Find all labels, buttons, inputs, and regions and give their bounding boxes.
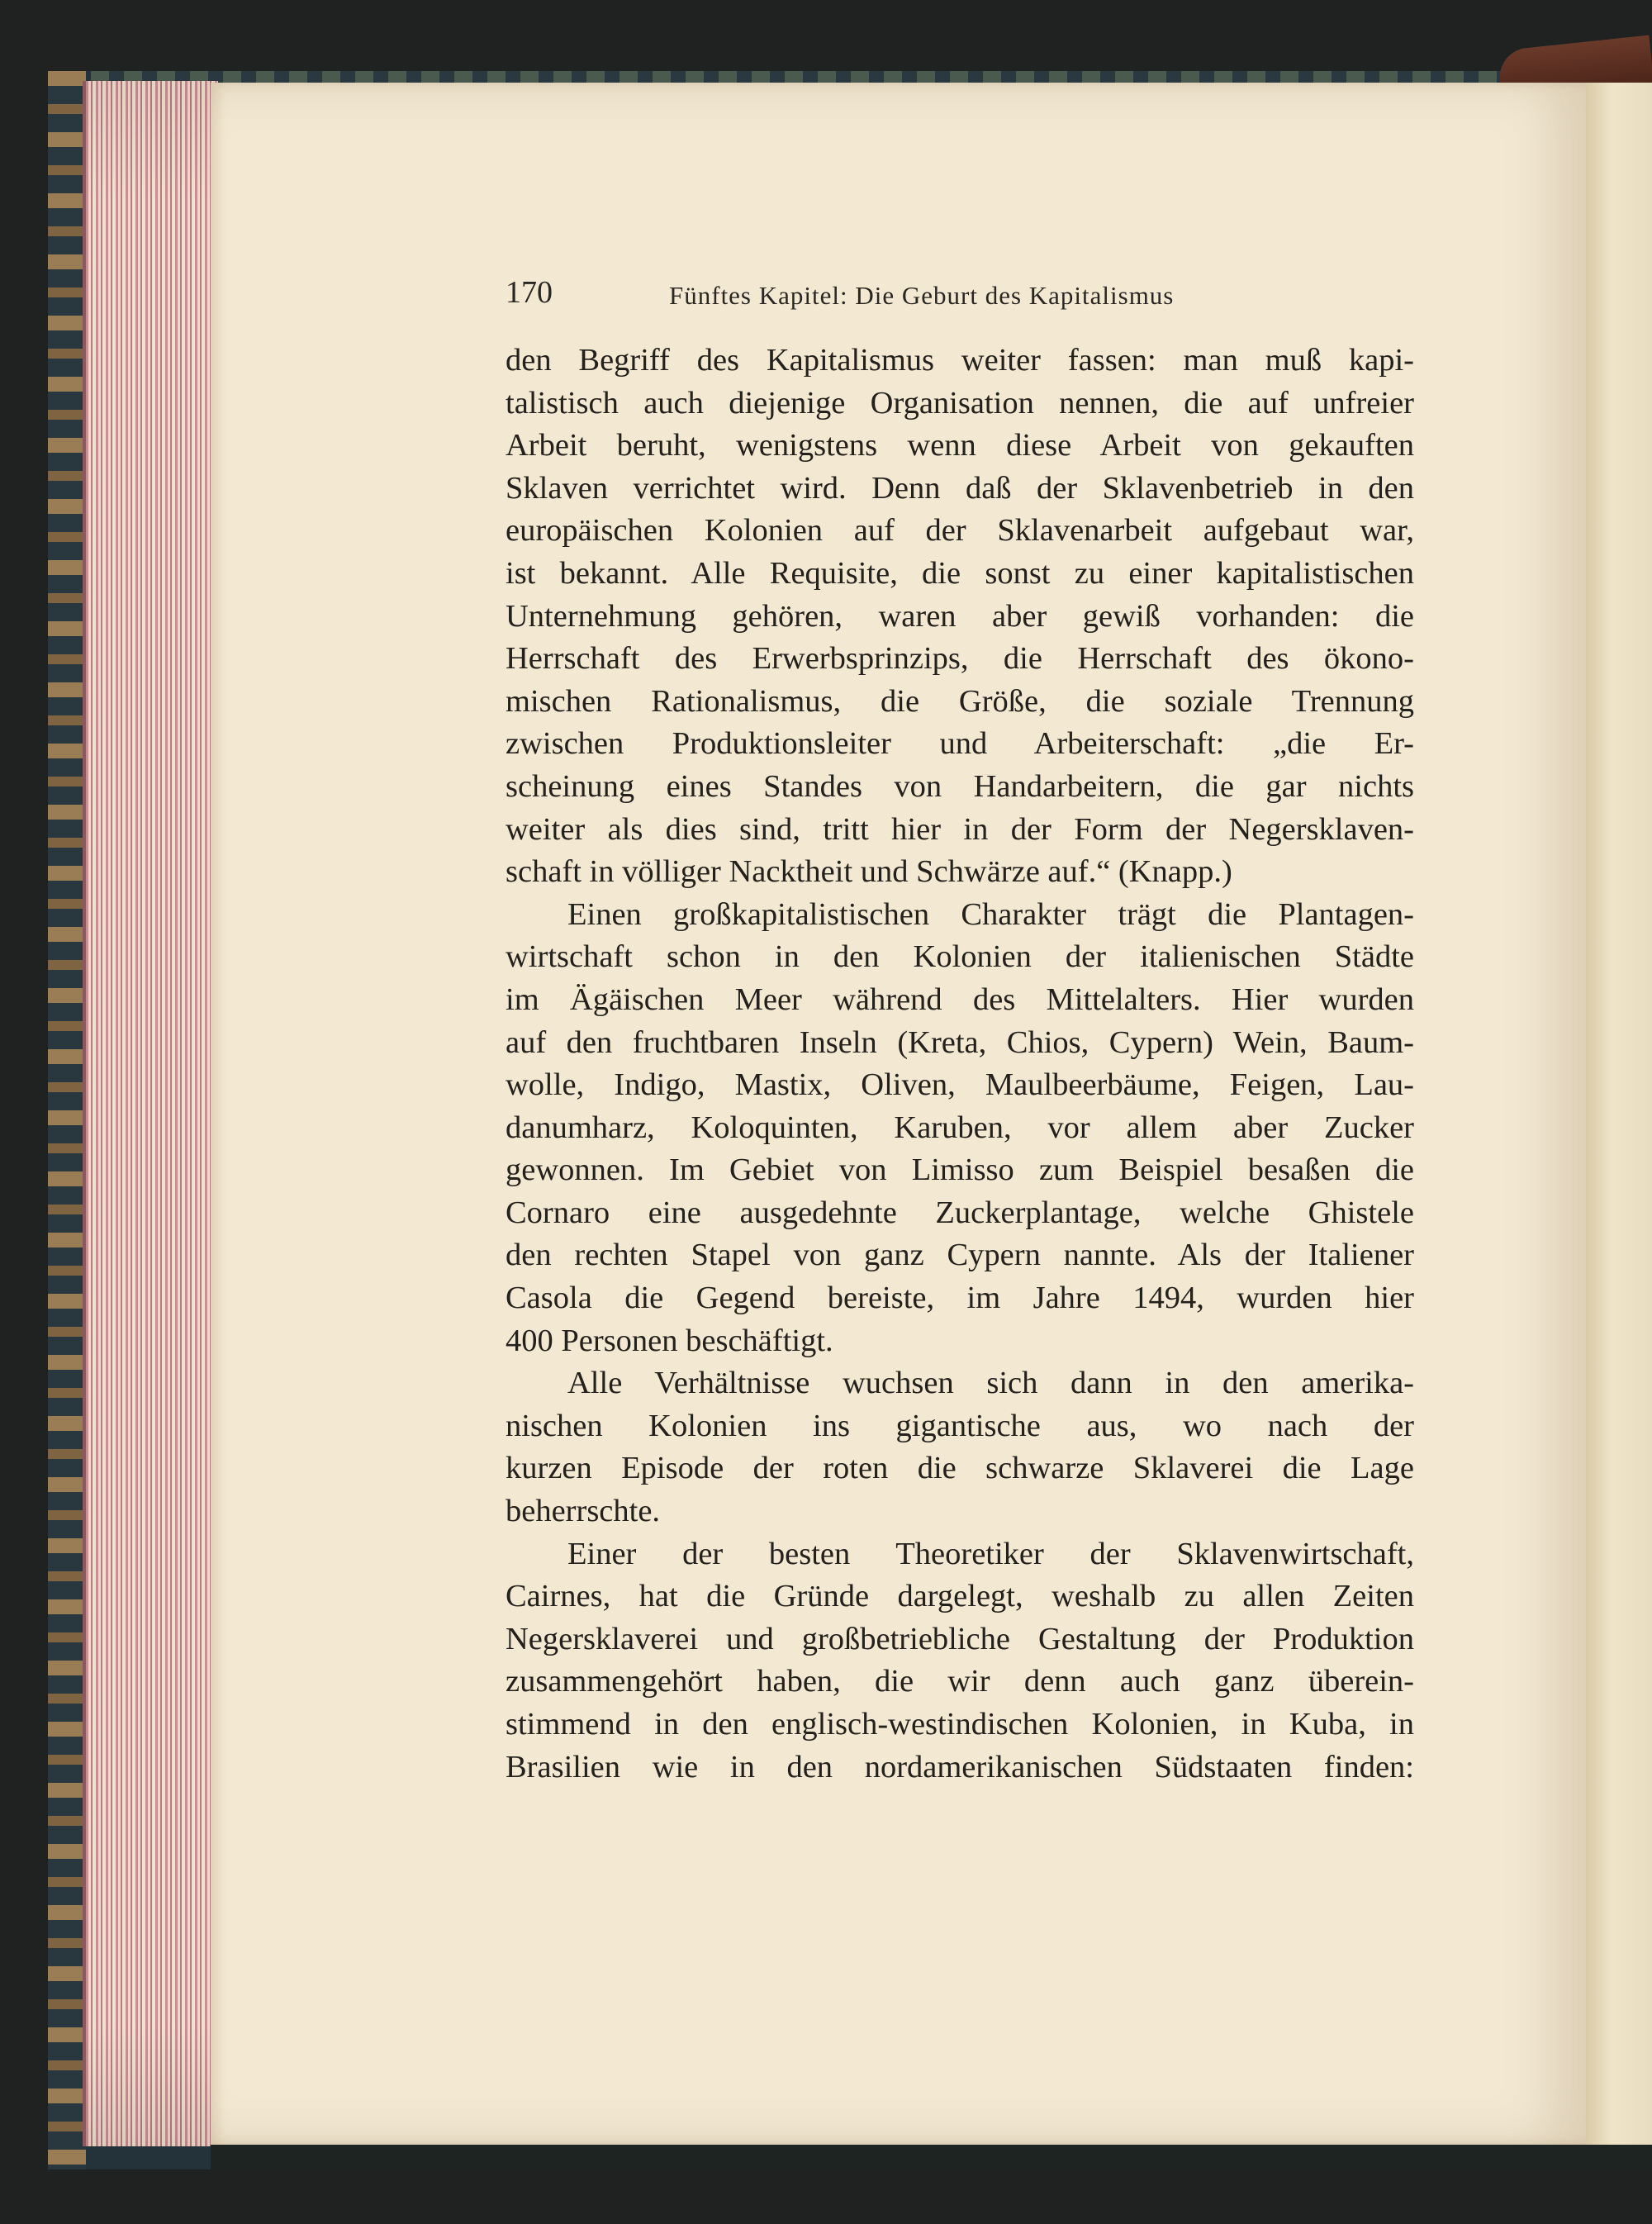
text-line: Einer der besten Theoretiker der Sklavenwirtschaft,	[567, 1536, 1414, 1571]
text-line: Brasilien wie in den nordamerikanischen Südstaaten finden:	[506, 1749, 1414, 1784]
text-line: wolle, Indigo, Mastix, Oliven, Maulbeerbäume, Feigen, Lau-	[506, 1067, 1414, 1103]
text-line: nischen Kolonien ins gigantische aus, wo nach der	[506, 1408, 1414, 1443]
text-line: Einen großkapitalistischen Charakter trägt die Plantagen-	[567, 896, 1414, 932]
text-line: den Begriff des Kapitalismus weiter fassen: man muß kapi-	[506, 343, 1414, 378]
text-line: gewonnen. Im Gebiet von Limisso zum Beispiel besaßen die	[506, 1152, 1414, 1188]
text-line: beherrschte.	[506, 1494, 661, 1529]
body-text	[506, 340, 1414, 1789]
text-line: Unternehmung gehören, waren aber gewiß vorhanden: die	[506, 598, 1414, 634]
text-line: talistisch auch diejenige Organisation nennen, die auf unfreier	[506, 385, 1414, 421]
text-line: schaft in völliger Nacktheit und Schwärze auf.“ (Knapp.)	[506, 854, 1232, 890]
text-line: ist bekannt. Alle Requisite, die sonst zu einer kapitalistischen	[506, 555, 1414, 591]
text-line: Sklaven verrichtet wird. Denn daß der Sklavenbetrieb in den	[506, 470, 1414, 506]
text-line: auf den fruchtbaren Inseln (Kreta, Chios, Cypern) Wein, Baum-	[506, 1024, 1414, 1060]
page-bottom-edge	[211, 2145, 1652, 2169]
page-edges	[83, 81, 218, 2146]
text-line: weiter als dies sind, tritt hier in der Form der Negersklaven-	[506, 811, 1414, 847]
text-line: europäischen Kolonien auf der Sklavenarbeit aufgebaut war,	[506, 513, 1414, 549]
chapter-title: Fünftes Kapitel: Die Geburt des Kapitalismus	[669, 281, 1175, 310]
text-line: 400 Personen beschäftigt.	[506, 1323, 833, 1358]
text-line: mischen Rationalismus, die Größe, die soziale Trennung	[506, 683, 1414, 719]
text-line: kurzen Episode der roten die schwarze Sklaverei die Lage	[506, 1451, 1414, 1486]
text-line: danumharz, Koloquinten, Karuben, vor allem aber Zucker	[506, 1110, 1414, 1145]
text-line: Negersklaverei und großbetriebliche Gestaltung der Produktion	[506, 1621, 1414, 1656]
page-number: 170	[506, 275, 553, 310]
cover-pattern	[48, 71, 86, 2169]
text-line: den rechten Stapel von ganz Cypern nannte. Als der Italiener	[506, 1238, 1414, 1273]
text-line: zwischen Produktionsleiter und Arbeiterschaft: „die Er-	[506, 726, 1414, 762]
text-line: stimmend in den englisch-westindischen Kolonien, in Kuba, in	[506, 1707, 1414, 1742]
text-line: Arbeit beruht, wenigstens wenn diese Arbeit von gekauften	[506, 428, 1414, 463]
page-gutter	[1586, 83, 1652, 2145]
text-line: Casola die Gegend bereiste, im Jahre 1494, wurden hier	[506, 1281, 1414, 1316]
text-line: Cairnes, hat die Gründe dargelegt, weshalb zu allen Zeiten	[506, 1579, 1414, 1614]
running-head	[506, 274, 1414, 324]
text-line: im Ägäischen Meer während des Mittelalters. Hier wurden	[506, 981, 1414, 1017]
text-line: Cornaro eine ausgedehnte Zuckerplantage, welche Ghistele	[506, 1195, 1414, 1230]
text-line: Alle Verhältnisse wuchsen sich dann in den amerika-	[567, 1366, 1414, 1401]
text-line: Herrschaft des Erwerbsprinzips, die Herrschaft des ökono-	[506, 641, 1414, 677]
text-line: wirtschaft schon in den Kolonien der italienischen Städte	[506, 939, 1414, 975]
text-line: zusammengehört haben, die wir denn auch ganz überein-	[506, 1664, 1414, 1699]
text-line: scheinung eines Standes von Handarbeitern, die gar nichts	[506, 768, 1414, 804]
